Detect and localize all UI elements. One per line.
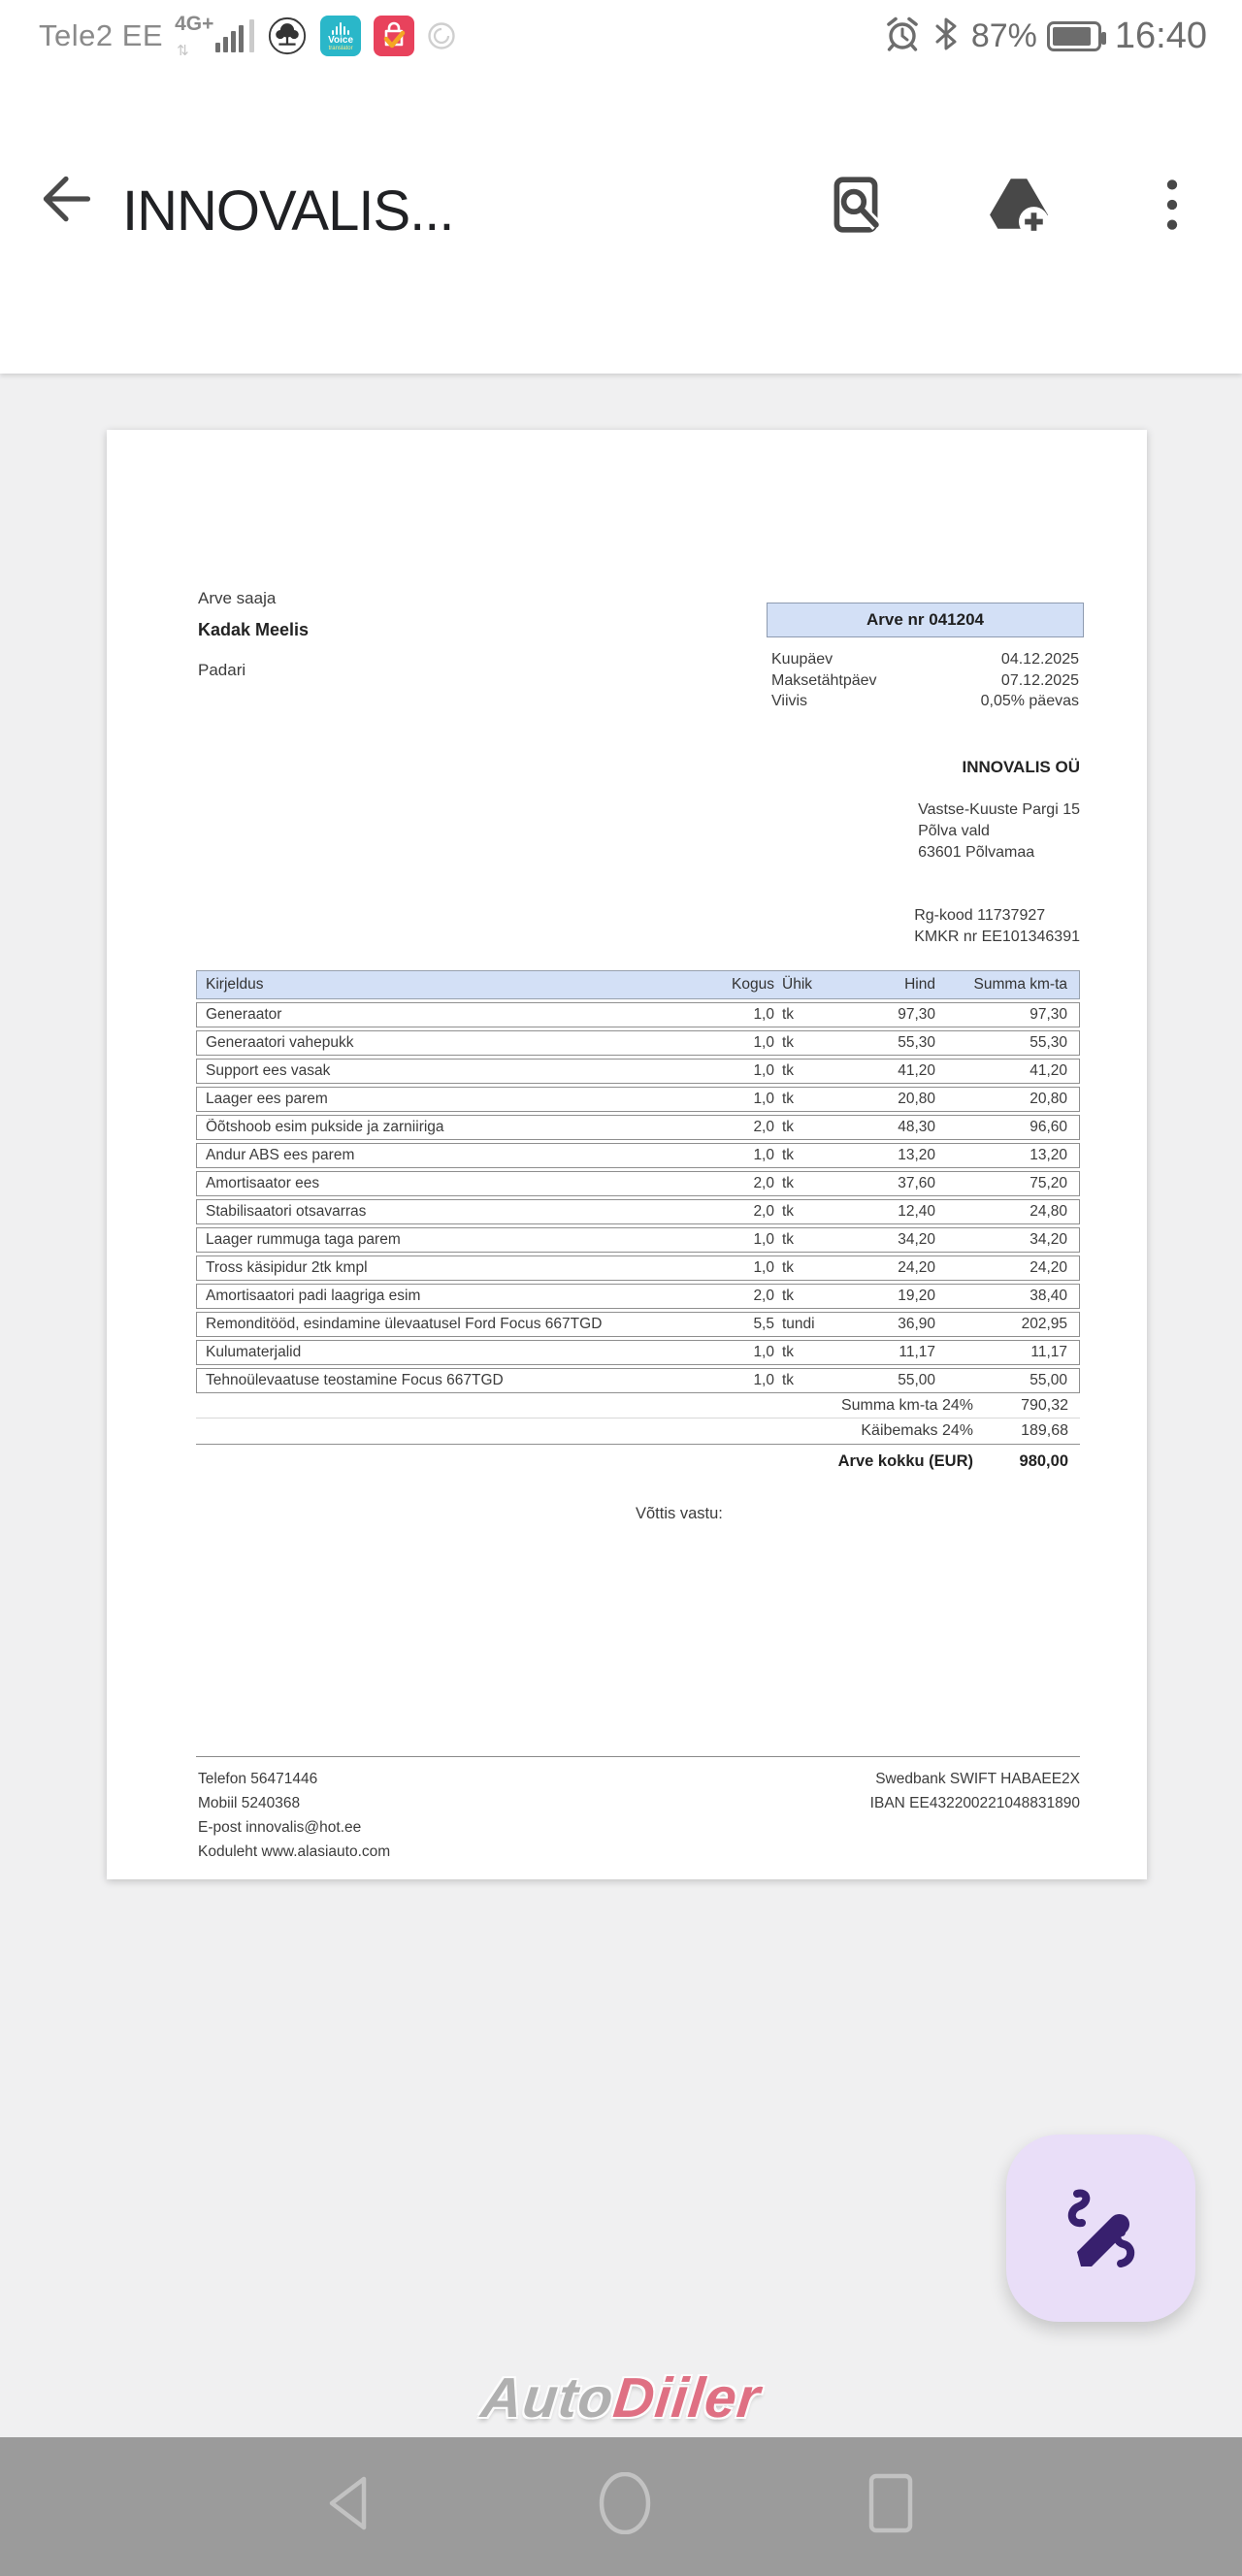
table-cell: 2,0 (753, 1175, 774, 1191)
faded-badge-notification-icon (427, 21, 456, 50)
table-row (196, 1199, 1080, 1224)
document-title: INNOVALIS... (122, 179, 454, 243)
table-cell: 13,20 (898, 1147, 935, 1163)
nav-back-triangle-icon (323, 2472, 385, 2534)
find-in-document-button[interactable] (824, 173, 888, 237)
watermark-part-auto: Auto (478, 2366, 617, 2429)
table-cell: 13,20 (1030, 1147, 1067, 1163)
overflow-menu-icon (1140, 173, 1204, 237)
footer-contact-line: Koduleht www.alasiauto.com (198, 1843, 391, 1860)
table-cell: 1,0 (753, 1231, 774, 1248)
table-cell: 2,0 (753, 1119, 774, 1135)
meta-value: 0,05% päevas (980, 693, 1079, 709)
column-header: Kogus (732, 976, 774, 993)
autodiiler-watermark (0, 2365, 1242, 2430)
invoice-number-box: Arve nr 041204 (767, 603, 1084, 637)
table-cell: 2,0 (753, 1203, 774, 1220)
recipient-address: Padari (198, 661, 246, 679)
table-cell: 5,5 (753, 1316, 774, 1332)
footer-bank-line: Swedbank SWIFT HABAEE2X (875, 1771, 1080, 1787)
footer-contact-info (198, 1767, 390, 1864)
invoice-meta-row (771, 649, 1079, 670)
table-cell: 202,95 (1021, 1316, 1067, 1332)
back-arrow-icon (37, 170, 95, 228)
table-row (196, 1340, 1080, 1365)
app-bar (0, 72, 1242, 374)
recipient-label: Arve saaja (198, 589, 277, 607)
network-type-label: 4G+ (175, 13, 214, 35)
table-cell: 1,0 (753, 1006, 774, 1023)
recipient-name: Kadak Meelis (198, 620, 310, 639)
table-row (196, 1284, 1080, 1309)
table-cell: 1,0 (753, 1344, 774, 1360)
add-to-drive-icon (987, 173, 1051, 237)
table-row (196, 1059, 1080, 1084)
footer-bank-line: IBAN EE432200221048831890 (869, 1795, 1080, 1811)
invoice-page (107, 430, 1147, 1879)
table-cell: 48,30 (898, 1119, 935, 1135)
find-in-document-icon (824, 173, 888, 237)
table-cell: 55,30 (898, 1034, 935, 1051)
column-header: Summa km-ta (973, 976, 1067, 993)
android-navigation-bar (0, 2437, 1242, 2576)
company-address (918, 799, 1080, 864)
table-cell: 55,30 (1030, 1034, 1067, 1051)
received-by-label: Võttis vastu: (636, 1505, 723, 1522)
table-cell: Support ees vasak (206, 1062, 331, 1079)
table-row (196, 1030, 1080, 1056)
nav-recents-button[interactable] (860, 2472, 922, 2534)
table-row (196, 1143, 1080, 1168)
table-cell: Remonditööd, esindamine ülevaatusel Ford Focus 667TGD (206, 1316, 603, 1332)
battery-percent-label: 87% (970, 16, 1037, 54)
voice-translator-notification-icon (320, 16, 361, 56)
table-row (196, 1002, 1080, 1027)
table-cell: Amortisaator ees (206, 1175, 320, 1191)
overflow-menu-button[interactable] (1140, 173, 1204, 237)
nav-home-circle-icon (594, 2472, 656, 2534)
table-cell: tundi (782, 1316, 815, 1332)
add-to-drive-button[interactable] (987, 173, 1051, 237)
shopping-app-notification-icon (374, 16, 414, 56)
totals-row (196, 1418, 1080, 1445)
nav-home-button[interactable] (594, 2472, 656, 2534)
table-header-row (196, 970, 1080, 999)
company-name: INNOVALIS OÜ (962, 758, 1080, 776)
secondary-signal-icon (249, 19, 254, 52)
table-cell: tk (782, 1231, 795, 1248)
table-cell: 41,20 (898, 1062, 935, 1079)
company-registry-line: KMKR nr EE101346391 (914, 929, 1080, 945)
column-header: Ühik (782, 976, 813, 993)
table-cell: 75,20 (1030, 1175, 1067, 1191)
nav-back-button[interactable] (323, 2472, 385, 2534)
table-cell: Kulumaterjalid (206, 1344, 302, 1360)
carrier-label: Tele2 EE (39, 18, 164, 52)
table-cell: 97,30 (1030, 1006, 1067, 1023)
table-cell: 1,0 (753, 1372, 774, 1388)
table-cell: Õõtshoob esim pukside ja zarniiriga (206, 1119, 444, 1135)
table-cell: 24,80 (1030, 1203, 1067, 1220)
table-cell: 20,80 (898, 1091, 935, 1107)
invoice-meta-row (771, 670, 1079, 692)
column-header: Kirjeldus (206, 976, 264, 993)
table-cell: 12,40 (898, 1203, 935, 1220)
total-label: Käibemaks 24% (861, 1422, 973, 1439)
table-cell: Tehnoülevaatuse teostamine Focus 667TGD (206, 1372, 504, 1388)
table-row (196, 1087, 1080, 1112)
invoice-line-items-table (196, 970, 1080, 1393)
totals-row (196, 1393, 1080, 1418)
table-cell: 41,20 (1030, 1062, 1067, 1079)
footer-contact-line: Telefon 56471446 (198, 1771, 318, 1787)
total-value: 189,68 (1021, 1422, 1068, 1439)
table-cell: 55,00 (1030, 1372, 1067, 1388)
column-header: Hind (904, 976, 935, 993)
total-label: Arve kokku (EUR) (837, 1451, 973, 1470)
table-cell: 24,20 (898, 1259, 935, 1276)
table-cell: Stabilisaatori otsavarras (206, 1203, 367, 1220)
invoice-meta-row (771, 691, 1079, 712)
total-label: Summa km-ta 24% (840, 1396, 973, 1414)
total-value: 790,32 (1021, 1396, 1068, 1414)
annotate-fab[interactable] (1006, 2135, 1195, 2322)
table-cell: tk (782, 1344, 795, 1360)
table-row (196, 1227, 1080, 1253)
tree-logo-notification-icon (267, 16, 308, 56)
table-row (196, 1368, 1080, 1393)
table-cell: tk (782, 1259, 795, 1276)
table-cell: tk (782, 1203, 795, 1220)
alarm-icon (884, 16, 921, 57)
table-cell: 38,40 (1030, 1288, 1067, 1304)
battery-icon (1047, 21, 1101, 51)
watermark-part-diiler: Diiler (610, 2366, 764, 2429)
table-cell: Tross käsipidur 2tk kmpl (206, 1259, 368, 1276)
table-cell: 1,0 (753, 1259, 774, 1276)
table-cell: Laager ees parem (206, 1091, 328, 1107)
table-cell: tk (782, 1288, 795, 1304)
bluetooth-icon (931, 16, 962, 56)
table-cell: 1,0 (753, 1091, 774, 1107)
table-cell: 24,20 (1030, 1259, 1067, 1276)
meta-label: Kuupäev (771, 651, 833, 668)
table-cell: 11,17 (899, 1344, 935, 1360)
table-cell: Andur ABS ees parem (206, 1147, 355, 1163)
clock-label: 16:40 (1114, 15, 1207, 56)
table-cell: tk (782, 1034, 795, 1051)
voice-icon-label: Voice (328, 34, 354, 46)
company-address-line: Põlva vald (918, 823, 990, 839)
status-bar (0, 0, 1242, 72)
data-activity-icon: ⇅ (177, 43, 189, 59)
table-cell: tk (782, 1006, 795, 1023)
company-registry (914, 905, 1080, 948)
table-cell: 1,0 (753, 1062, 774, 1079)
table-cell: 11,17 (1030, 1344, 1067, 1360)
table-cell: Laager rummuga taga parem (206, 1231, 401, 1248)
footer-bank-info (870, 1767, 1080, 1815)
table-cell: 1,0 (753, 1147, 774, 1163)
equalizer-bars-icon (331, 22, 350, 35)
status-bar-left (39, 11, 456, 61)
network-type-indicator (171, 11, 213, 61)
nav-recents-square-icon (860, 2472, 922, 2534)
table-cell: 34,20 (1030, 1231, 1067, 1248)
table-cell: 20,80 (1030, 1091, 1067, 1107)
status-bar-right (874, 16, 1207, 57)
table-cell: 36,90 (898, 1316, 935, 1332)
table-cell: 96,60 (1030, 1119, 1067, 1135)
table-row (196, 1115, 1080, 1140)
invoice-totals (196, 1393, 1080, 1476)
footer-contact-line: E-post innovalis@hot.ee (198, 1819, 362, 1836)
company-registry-line: Rg-kood 11737927 (914, 907, 1046, 924)
signal-strength-icon (215, 19, 246, 52)
table-cell: tk (782, 1147, 795, 1163)
table-row (196, 1312, 1080, 1337)
table-row (196, 1171, 1080, 1196)
meta-label: Viivis (771, 693, 808, 709)
company-address-line: Vastse-Kuuste Pargi 15 (918, 801, 1080, 818)
footer-contact-line: Mobiil 5240368 (198, 1795, 301, 1811)
table-cell: 2,0 (753, 1288, 774, 1304)
table-cell: 37,60 (898, 1175, 935, 1191)
table-cell: 34,20 (898, 1231, 935, 1248)
voice-icon-sublabel: translator (328, 45, 353, 51)
table-cell: Generaatori vahepukk (206, 1034, 354, 1051)
company-address-line: 63601 Põlvamaa (918, 844, 1035, 861)
meta-value: 04.12.2025 (1000, 651, 1079, 668)
table-cell: 19,20 (898, 1288, 935, 1304)
table-cell: tk (782, 1119, 795, 1135)
meta-value: 07.12.2025 (1000, 671, 1079, 689)
table-cell: tk (782, 1175, 795, 1191)
meta-label: Maksetähtpäev (771, 671, 877, 689)
table-cell: 97,30 (898, 1006, 935, 1023)
total-value: 980,00 (1019, 1451, 1068, 1470)
table-cell: 55,00 (898, 1372, 935, 1388)
invoice-meta (771, 649, 1079, 712)
back-button[interactable] (35, 169, 97, 231)
table-cell: Amortisaatori padi laagriga esim (206, 1288, 421, 1304)
table-cell: tk (782, 1372, 795, 1388)
signature-pen-icon (1053, 2180, 1150, 2277)
table-cell: tk (782, 1091, 795, 1107)
totals-row (196, 1447, 1080, 1476)
table-cell: Generaator (206, 1006, 282, 1023)
table-row (196, 1255, 1080, 1281)
table-cell: tk (782, 1062, 795, 1079)
footer-divider (196, 1756, 1080, 1757)
table-cell: 1,0 (753, 1034, 774, 1051)
table-body (196, 1002, 1080, 1393)
